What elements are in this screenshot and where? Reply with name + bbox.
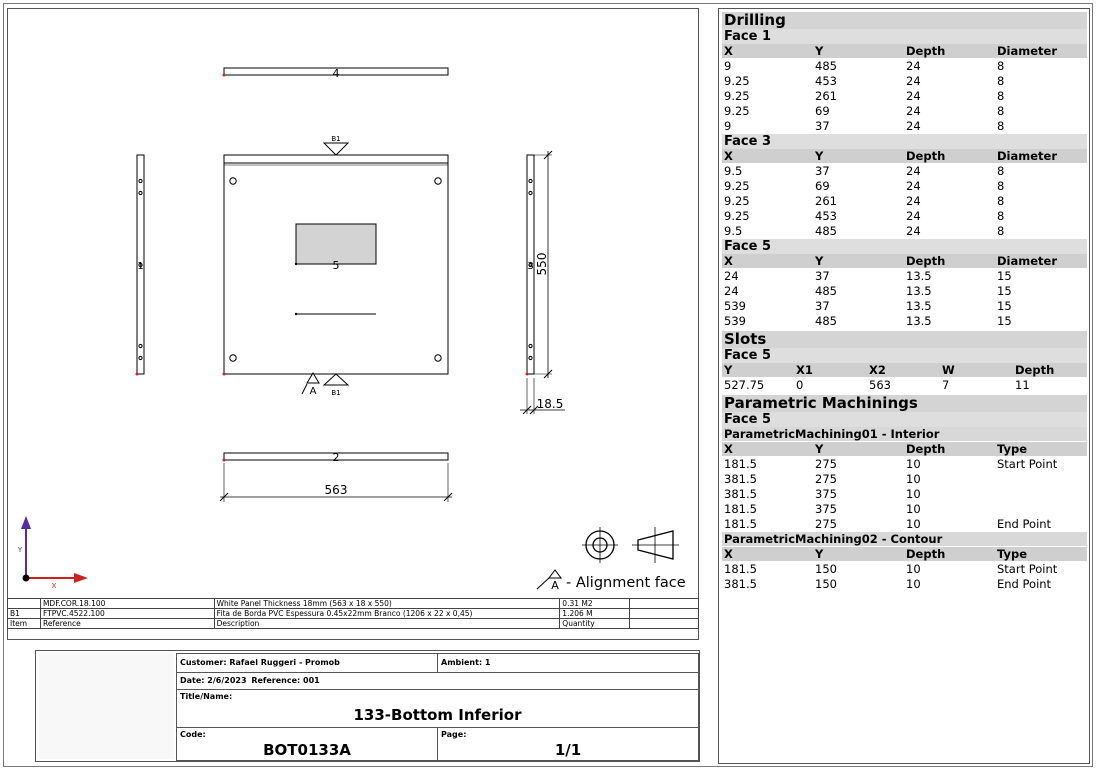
- table-cell: 24: [906, 74, 921, 88]
- table-cell: 181.5: [724, 517, 757, 531]
- table-cell: 261: [815, 89, 837, 103]
- table-row: [722, 284, 1087, 299]
- table-row: [722, 517, 1087, 532]
- table-row: [722, 299, 1087, 314]
- table-cell: 37: [815, 299, 830, 313]
- page-value: 1/1: [554, 741, 582, 759]
- face-label: Face 5: [722, 412, 1087, 427]
- left-strip-label: 1: [137, 261, 144, 272]
- table-cell: 275: [815, 457, 837, 471]
- machining-group-label: ParametricMachining02 - Contour: [722, 532, 1087, 546]
- column-header: Type: [997, 547, 1028, 561]
- machining-group-label: ParametricMachining01 - Interior: [722, 427, 1087, 441]
- axis-y-label: Y: [17, 546, 23, 554]
- table-cell: 563: [869, 378, 891, 392]
- table-cell: 8: [997, 209, 1005, 223]
- table-cell: End Point: [997, 517, 1052, 531]
- table-cell: 453: [815, 74, 837, 88]
- alignment-text: - Alignment face: [566, 575, 686, 591]
- table-cell: 7: [942, 378, 950, 392]
- table-row: [722, 224, 1087, 239]
- table-cell: 8: [997, 89, 1005, 103]
- table-cell: 9.5: [724, 164, 743, 178]
- page-cell: [437, 727, 699, 761]
- section-stroke: [302, 384, 307, 394]
- section-title-parametric: Parametric Machinings: [722, 395, 1087, 412]
- table-cell: 381.5: [724, 487, 757, 501]
- table-cell: 24: [906, 89, 921, 103]
- table-cell: B1: [8, 609, 41, 619]
- table-cell: 485: [815, 59, 837, 73]
- dim-height: 550: [535, 252, 549, 276]
- table-cell: 10: [906, 517, 921, 531]
- ambient-text: Ambient: 1: [441, 658, 491, 667]
- table-cell: 69: [815, 179, 830, 193]
- table-cell: 24: [906, 224, 921, 238]
- column-header: X2: [869, 363, 886, 377]
- column-header-row: [722, 254, 1087, 268]
- table-row: [8, 609, 699, 619]
- code-label: Code:: [180, 730, 206, 739]
- column-header: X1: [796, 363, 813, 377]
- table-cell: 0.31 M2: [560, 599, 630, 609]
- table-row: [722, 194, 1087, 209]
- column-header: Depth: [906, 44, 946, 58]
- table-cell: 539: [724, 299, 746, 313]
- column-header: X: [724, 149, 733, 163]
- table-cell: End Point: [997, 577, 1052, 591]
- table-cell: 10: [906, 502, 921, 516]
- alignment-triangle-icon: [549, 570, 561, 578]
- title-label: Title/Name:: [180, 692, 233, 701]
- table-cell: 10: [906, 457, 921, 471]
- customer-text: Customer: Rafael Ruggeri - Promob: [180, 658, 340, 667]
- column-header: Diameter: [997, 254, 1057, 268]
- table-cell: 15: [997, 314, 1012, 328]
- alignment-stroke: [537, 578, 549, 589]
- table-cell: 8: [997, 74, 1005, 88]
- table-cell: 8: [997, 179, 1005, 193]
- table-cell: 13.5: [906, 314, 932, 328]
- column-header: Diameter: [997, 44, 1057, 58]
- red-origin-marker: [223, 459, 226, 462]
- table-cell: 24: [906, 194, 921, 208]
- alignment-letter: A: [551, 579, 559, 592]
- column-header-row: [722, 44, 1087, 58]
- column-header: Diameter: [997, 149, 1057, 163]
- top-strip-label: 4: [332, 67, 340, 80]
- table-cell: 8: [997, 59, 1005, 73]
- table-cell: 10: [906, 487, 921, 501]
- contour-start-point: [295, 313, 297, 315]
- table-row: [722, 577, 1087, 592]
- red-origin-marker: [526, 373, 529, 376]
- edge-band-triangle-bottom: [324, 374, 348, 385]
- table-cell: 10: [906, 472, 921, 486]
- edge-band-triangle-top: [324, 143, 348, 155]
- column-header-row: [722, 547, 1087, 561]
- table-cell: 485: [815, 284, 837, 298]
- table-cell: 485: [815, 314, 837, 328]
- table-row: [722, 119, 1087, 134]
- table-row: [722, 472, 1087, 487]
- table-cell: 9: [724, 59, 732, 73]
- section-title-slots: Slots: [722, 331, 1087, 348]
- table-row: [722, 209, 1087, 224]
- table-cell: 13.5: [906, 269, 932, 283]
- table-cell: 8: [997, 119, 1005, 133]
- column-header-row: [722, 363, 1087, 377]
- table-row: [722, 179, 1087, 194]
- section-letter: A: [309, 386, 317, 397]
- code-cell: [176, 727, 438, 761]
- column-header: X: [724, 547, 733, 561]
- table-cell: 150: [815, 577, 837, 591]
- table-row: [722, 378, 1087, 393]
- table-cell: 539: [724, 314, 746, 328]
- table-cell: 527.75: [724, 378, 765, 392]
- table-row: [722, 457, 1087, 472]
- table-cell: 9.25: [724, 194, 750, 208]
- table-cell: 275: [815, 517, 837, 531]
- title-cell: [176, 689, 699, 728]
- parts-table: [7, 598, 699, 629]
- table-cell: 24: [906, 164, 921, 178]
- table-cell: 69: [815, 104, 830, 118]
- red-origin-marker: [223, 74, 226, 77]
- axis-x-label: X: [51, 582, 57, 590]
- face-label: Face 3: [722, 134, 1087, 149]
- table-cell: 24: [906, 179, 921, 193]
- x-axis-arrow: [74, 573, 88, 583]
- column-header: Y: [815, 149, 824, 163]
- table-cell: 9.25: [724, 74, 750, 88]
- dim-thickness: 18.5: [536, 397, 564, 411]
- right-strip-label: 3: [527, 261, 534, 272]
- table-cell: MDF.COR.18.100: [40, 599, 214, 609]
- table-row: [722, 74, 1087, 89]
- header-quantity: Quantity: [560, 619, 630, 629]
- title-block: [35, 650, 700, 762]
- column-header: Y: [815, 254, 824, 268]
- dim-width: 563: [324, 483, 348, 497]
- column-header: X: [724, 254, 733, 268]
- axis-origin: [23, 575, 30, 582]
- table-cell: [630, 619, 699, 629]
- column-header: Y: [815, 547, 824, 561]
- table-cell: 381.5: [724, 472, 757, 486]
- y-axis-arrow: [21, 516, 31, 529]
- table-cell: 10: [906, 577, 921, 591]
- table-row: [722, 314, 1087, 329]
- table-row: [722, 164, 1087, 179]
- table-row: [722, 59, 1087, 74]
- column-header: Depth: [906, 254, 946, 268]
- table-cell: 453: [815, 209, 837, 223]
- code-value: BOT0133A: [263, 741, 351, 759]
- table-row: [722, 562, 1087, 577]
- table-cell: 24: [724, 284, 739, 298]
- table-cell: 13.5: [906, 299, 932, 313]
- table-cell: 15: [997, 299, 1012, 313]
- date-text: Date: 2/6/2023: [180, 676, 247, 685]
- page-label: Page:: [441, 730, 467, 739]
- table-cell: [630, 609, 699, 619]
- panel-label: 5: [332, 259, 340, 272]
- technical-drawing: [0, 0, 700, 600]
- table-cell: 381.5: [724, 577, 757, 591]
- table-cell: 13.5: [906, 284, 932, 298]
- table-cell: 1.206 M: [560, 609, 630, 619]
- table-cell: 15: [997, 284, 1012, 298]
- table-cell: [8, 599, 41, 609]
- table-cell: FTPVC.4522.100: [40, 609, 214, 619]
- column-header: Depth: [1015, 363, 1055, 377]
- table-cell: 37: [815, 164, 830, 178]
- column-header: Y: [815, 442, 824, 456]
- table-cell: Start Point: [997, 457, 1058, 471]
- bottom-strip-label: 2: [332, 451, 340, 464]
- table-cell: 24: [906, 209, 921, 223]
- table-cell: 37: [815, 119, 830, 133]
- column-header: X: [724, 44, 733, 58]
- column-header: Depth: [906, 547, 946, 561]
- table-cell: 8: [997, 104, 1005, 118]
- machining-panel: [718, 8, 1090, 764]
- red-origin-marker: [136, 373, 139, 376]
- table-cell: 261: [815, 194, 837, 208]
- pocket-interior: [296, 224, 376, 264]
- column-header: Type: [997, 442, 1028, 456]
- column-header: W: [942, 363, 955, 377]
- face-label: Face 5: [722, 239, 1087, 254]
- table-row: [722, 487, 1087, 502]
- table-cell: White Panel Thickness 18mm (563 x 18 x 550): [214, 599, 560, 609]
- table-cell: 9.5: [724, 224, 743, 238]
- column-header-row: [722, 149, 1087, 163]
- table-cell: 37: [815, 269, 830, 283]
- table-cell: 181.5: [724, 502, 757, 516]
- table-header-row: [8, 619, 699, 629]
- column-header: X: [724, 442, 733, 456]
- column-header: Depth: [906, 442, 946, 456]
- projection-symbol-icon: [582, 527, 679, 563]
- table-row: [722, 502, 1087, 517]
- table-row: [722, 104, 1087, 119]
- table-cell: 9.25: [724, 179, 750, 193]
- header-description: Description: [214, 619, 560, 629]
- column-header: Y: [724, 363, 733, 377]
- table-cell: 150: [815, 562, 837, 576]
- table-cell: 11: [1015, 378, 1030, 392]
- table-cell: 9.25: [724, 104, 750, 118]
- pocket-start-point: [295, 263, 297, 265]
- table-row: [8, 599, 699, 609]
- section-title-drilling: Drilling: [722, 12, 1087, 29]
- table-cell: [630, 599, 699, 609]
- table-cell: 10: [906, 562, 921, 576]
- face-label: Face 1: [722, 29, 1087, 44]
- table-cell: 375: [815, 502, 837, 516]
- edge-band-label-top: B1: [331, 135, 341, 143]
- header-item: Item: [8, 619, 41, 629]
- table-cell: 15: [997, 269, 1012, 283]
- table-cell: 24: [906, 59, 921, 73]
- edge-band-label-bottom: B1: [331, 389, 341, 397]
- header-reference: Reference: [40, 619, 214, 629]
- table-cell: 375: [815, 487, 837, 501]
- table-cell: 485: [815, 224, 837, 238]
- table-cell: 181.5: [724, 457, 757, 471]
- customer-cell: [176, 653, 438, 673]
- table-cell: 24: [724, 269, 739, 283]
- table-cell: 8: [997, 194, 1005, 208]
- table-cell: Fita de Borda PVC Espessura 0.45x22mm Branco (1206 x 22 x 0,45): [214, 609, 560, 619]
- table-cell: Start Point: [997, 562, 1058, 576]
- logo-placeholder: [38, 653, 174, 759]
- table-row: [722, 269, 1087, 284]
- column-header-row: [722, 442, 1087, 456]
- table-cell: 9.25: [724, 89, 750, 103]
- table-cell: 24: [906, 119, 921, 133]
- table-cell: 24: [906, 104, 921, 118]
- column-header: Y: [815, 44, 824, 58]
- column-header: Depth: [906, 149, 946, 163]
- table-cell: 8: [997, 224, 1005, 238]
- face-label: Face 5: [722, 348, 1087, 363]
- date-cell: [176, 672, 699, 690]
- ambient-cell: [437, 653, 699, 673]
- table-cell: 9.25: [724, 209, 750, 223]
- table-cell: 0: [796, 378, 804, 392]
- table-cell: 275: [815, 472, 837, 486]
- reference-text: Reference: 001: [251, 676, 320, 685]
- table-row: [722, 89, 1087, 104]
- table-cell: 9: [724, 119, 732, 133]
- table-cell: 181.5: [724, 562, 757, 576]
- title-value: 133-Bottom Inferior: [353, 706, 522, 724]
- red-origin-marker: [223, 373, 226, 376]
- table-cell: 8: [997, 164, 1005, 178]
